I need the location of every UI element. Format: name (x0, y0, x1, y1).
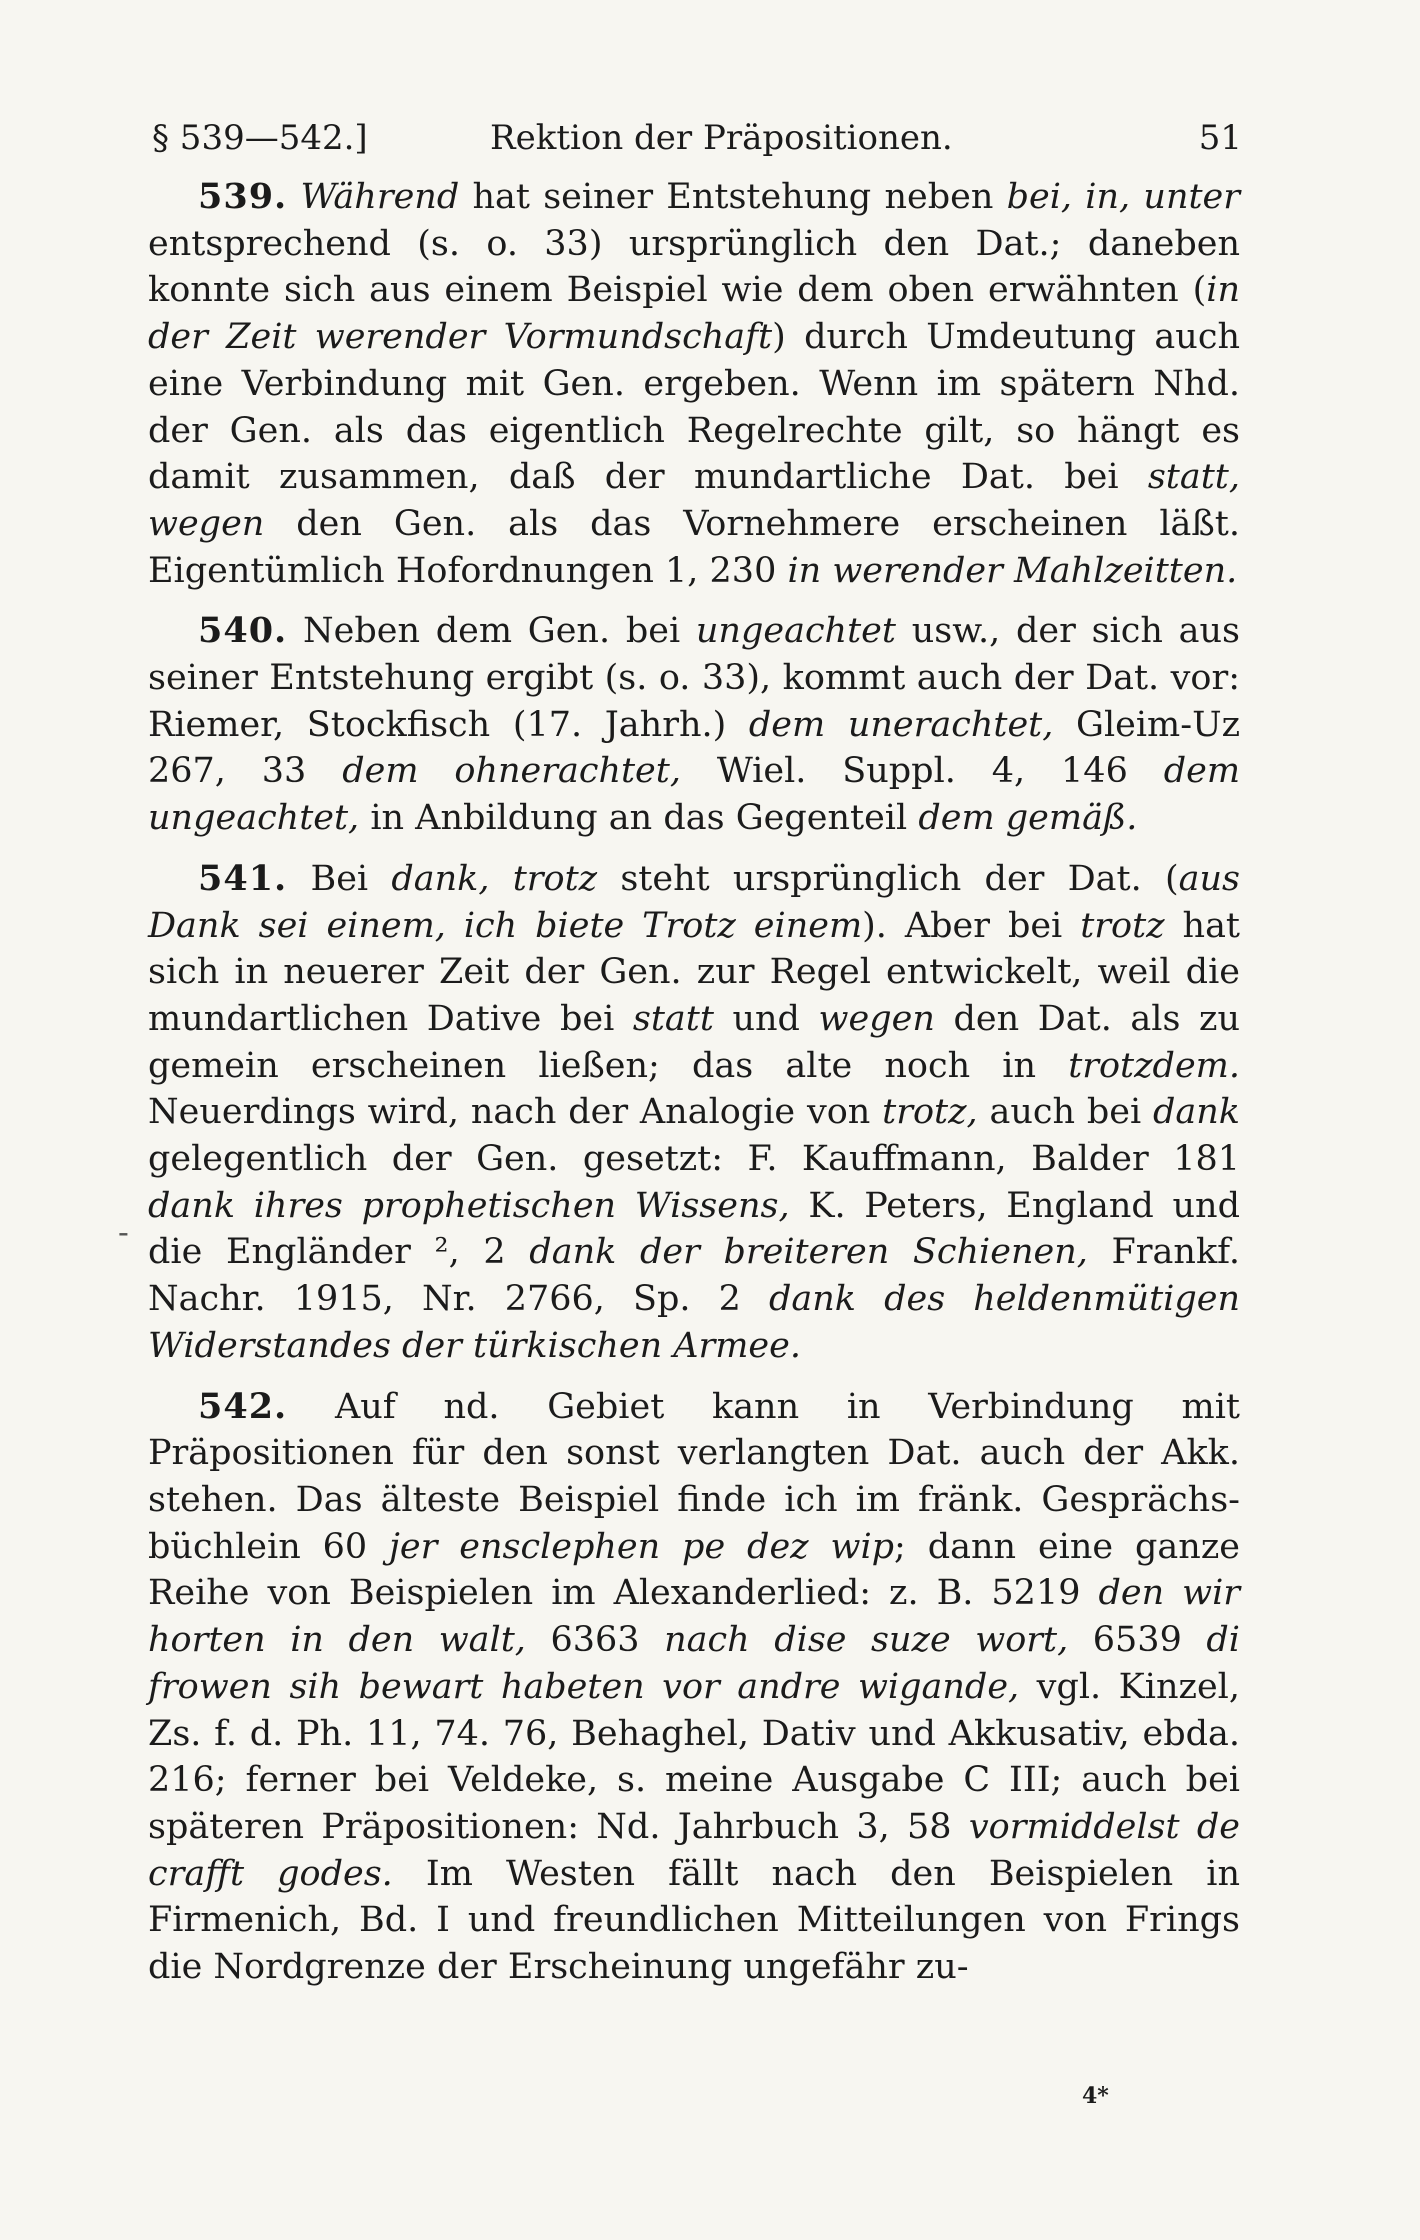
italic-citation: dank der breiteren Schienen, (529, 1232, 1088, 1273)
text-run: Im Westen fällt nach den Beispielen in Firmenich, Bd. I und freundlichen Mitteilungen von Frings die Nordgrenze der Erscheinung ungefähr zu- (148, 1853, 1240, 1988)
body-text (148, 174, 1240, 2005)
italic-citation: dank (1152, 1092, 1241, 1133)
italic-citation: dem ohnerachtet, (342, 751, 681, 792)
italic-citation: dem ungeachtet, (148, 751, 1241, 839)
text-run: Bei (287, 858, 392, 899)
text-run: entsprechend (s. o. 33) ursprünglich den Dat.; daneben konnte sich aus einem Beispiel wie dem oben erwähnten ( (148, 223, 1240, 311)
paragraph-text (148, 177, 1240, 591)
italic-citation: trotzdem. (1068, 1045, 1240, 1086)
italic-citation: bei, in, unter (1006, 177, 1240, 217)
text-run: Gleim-Uz 267, 33 (148, 704, 1241, 792)
margin-mark: - (118, 1213, 129, 1251)
paragraph-text (148, 611, 1240, 838)
paragraph-540 (148, 608, 1240, 842)
text-run: den Gen. als das Vornehmere erscheinen läßt. Eigentümlich Hofordnungen 1, 230 (148, 503, 1240, 591)
italic-citation: dem unerachtet, (748, 704, 1054, 745)
italic-citation: trotz (1080, 905, 1165, 946)
text-run: Neben dem Gen. bei (287, 611, 696, 652)
text-run: Frankf. Nachr. 1915, Nr. 2766, Sp. 2 (148, 1232, 1240, 1320)
italic-citation: ungeachtet (695, 611, 896, 652)
signature-mark: 4* (1082, 2083, 1109, 2109)
text-run: und (713, 998, 819, 1039)
text-run: Neuerdings wird, nach der Analogie von (148, 1092, 883, 1133)
text-run: vgl. Kinzel, Zs. f. d. Ph. 11, 74. 76, Behaghel, Dativ und Akkusativ, ebda. 216; ferner bei Veldeke, s. meine Ausgabe C III; auch bei späteren Präpositionen: Nd. Jahrbuch 3, 58 (148, 1666, 1241, 1847)
text-run: Auf nd. Gebiet kann in Verbindung mit Präpositionen für den sonst verlangten Dat. auch der Akk. stehen. Das älteste Beispiel finde ich im fränk. Gesprächsbüchlein 60 (148, 1386, 1240, 1567)
text-run: hat sich in neuerer Zeit der Gen. zur Regel entwickelt, weil die mundartlichen Dative bei (148, 905, 1240, 1039)
section-number: 539. (198, 176, 288, 217)
text-run: usw., der sich aus seiner Entstehung ergibt (s. o. 33), kommt auch der Dat. vor: Riemer, Stockfisch (17. Jahrh.) (148, 611, 1240, 745)
italic-citation: Während (300, 177, 460, 217)
text-run: gelegentlich der Gen. gesetzt: F. Kauffmann, Balder 181 (148, 1139, 1240, 1180)
text-run: ). Aber bei (862, 905, 1081, 946)
paragraph-text (148, 1387, 1240, 1987)
section-number: 542. (198, 1385, 288, 1427)
text-run: Wiel. Suppl. 4, 146 (680, 751, 1164, 792)
section-range: § 539—542.] (152, 118, 368, 158)
text-run: K. Peters, England und die Engländer ², 2 (148, 1185, 1240, 1273)
section-number: 541. (198, 857, 288, 899)
paragraph-text (148, 859, 1240, 1366)
paragraph-542 (148, 1384, 1240, 1991)
section-number: 540. (198, 610, 288, 652)
italic-citation: vormiddelst de crafft godes. (148, 1806, 1240, 1894)
text-run: ; dann eine ganze Reihe von Beispielen im Alexanderlied: z. B. 5219 (148, 1526, 1240, 1614)
page-number: 51 (1198, 118, 1242, 158)
italic-citation: jer ensclephen pe dez wip (389, 1526, 895, 1567)
text-run: 6539 (1068, 1620, 1207, 1661)
italic-citation: wegen (818, 998, 935, 1039)
italic-citation: nach dise suze wort, (664, 1620, 1069, 1661)
italic-citation: den wir horten in den walt, (148, 1573, 1240, 1661)
italic-citation: dem gemäß. (918, 798, 1138, 839)
text-run: ) durch Umdeutung auch eine Verbindung mit Gen. ergeben. Wenn im spätern Nhd. der Gen. als das eigentlich Regelrechte gilt, so hängt es damit zusammen, daß der mundartliche Dat. bei (148, 317, 1240, 498)
running-header (152, 118, 1242, 162)
text-run: steht ursprünglich der Dat. ( (597, 858, 1179, 899)
italic-citation: dank des heldenmütigen Widerstandes der türkischen Armee. (148, 1279, 1240, 1366)
running-title: Rektion der Präpositionen. (490, 118, 953, 158)
italic-citation: dank ihres prophetischen Wissens, (148, 1185, 790, 1226)
text-run (287, 177, 300, 217)
italic-citation: aus Dank sei einem, ich biete Trotz einem (148, 858, 1240, 946)
italic-citation: trotz, (882, 1092, 978, 1133)
italic-citation: statt (632, 998, 714, 1039)
text-run: den Dat. als zu gemein erscheinen ließen; das alte noch in (148, 998, 1240, 1086)
text-run: in Anbildung an das Gegenteil (359, 798, 919, 839)
text-run: auch bei (977, 1092, 1153, 1133)
italic-citation: statt, wegen (148, 457, 1240, 544)
italic-citation: in werender Mahlzeitten. (787, 550, 1238, 591)
italic-citation: dank, trotz (391, 858, 598, 899)
text-run: 6363 (525, 1620, 665, 1661)
paragraph-539 (148, 174, 1240, 594)
paragraph-541 (148, 856, 1240, 1370)
text-run: hat seiner Entstehung neben (459, 177, 1007, 217)
italic-citation: in der Zeit werender Vormundschaft (148, 270, 1240, 358)
italic-citation: di frowen sih bewart habeten vor andre wigande, (148, 1620, 1241, 1707)
